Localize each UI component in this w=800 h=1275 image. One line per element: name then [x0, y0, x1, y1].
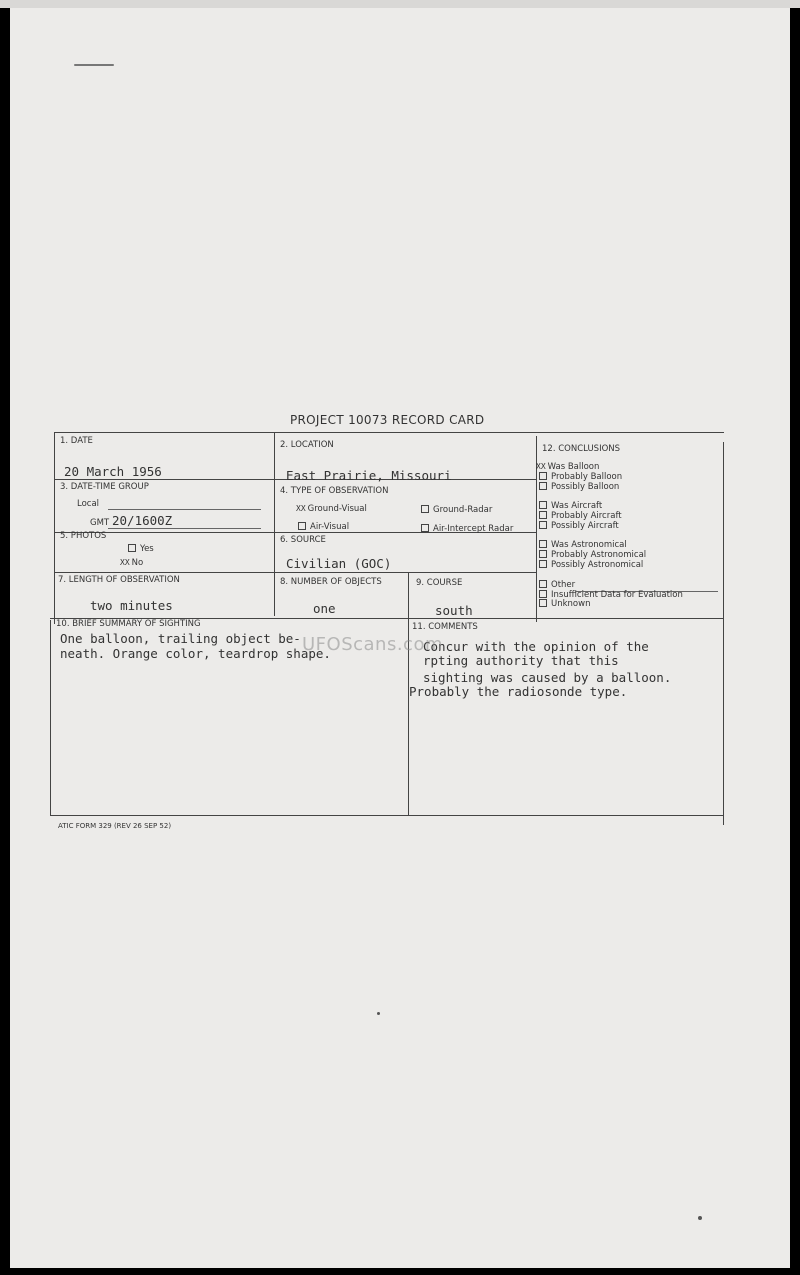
summary-line: One balloon, trailing object be-	[60, 631, 301, 646]
checkbox-icon	[539, 521, 547, 529]
source-label: 6. SOURCE	[280, 535, 326, 545]
source-value: Civilian (GOC)	[286, 556, 392, 571]
course-label: 9. COURSE	[416, 578, 463, 588]
conclusion-was-balloon: XX Was Balloon	[536, 462, 600, 472]
check-mark: XX	[536, 462, 546, 471]
watermark: UFOScans.com	[302, 634, 443, 655]
scan-edge	[0, 0, 800, 8]
checkbox-icon	[298, 522, 306, 530]
dtg-local-underline	[108, 509, 261, 510]
dtg-gmt-label: GMT	[90, 518, 110, 528]
card-border-bottom	[50, 815, 724, 816]
conclusion-item: Unknown	[539, 599, 590, 609]
conclusions-label: 12. CONCLUSIONS	[542, 444, 621, 454]
checkbox-icon	[539, 540, 547, 548]
record-card	[50, 432, 724, 825]
check-mark: XX	[296, 504, 306, 513]
length-value: two minutes	[90, 598, 173, 613]
comments-line: sighting was caused by a balloon.	[423, 670, 672, 685]
card-border-right	[723, 442, 724, 825]
photos-no: XX No	[120, 558, 144, 568]
dtg-local-label: Local	[77, 499, 100, 509]
checkbox-icon	[539, 550, 547, 558]
conclusion-item: Probably Aircraft	[539, 511, 622, 521]
summary-label: 10. BRIEF SUMMARY OF SIGHTING	[56, 619, 201, 629]
scan-speck	[698, 1216, 702, 1220]
type-ground-visual: XX Ground-Visual	[296, 504, 367, 514]
checkbox-icon	[539, 599, 547, 607]
location-label: 2. LOCATION	[280, 440, 334, 450]
checkbox-icon	[539, 482, 547, 490]
comments-line: Probably the radiosonde type.	[409, 684, 628, 699]
comments-label: 11. COMMENTS	[412, 622, 478, 632]
conclusion-item: Possibly Aircraft	[539, 521, 619, 531]
card-border-left-lower	[50, 620, 51, 816]
row-line-3	[54, 572, 536, 573]
conclusion-item: Possibly Balloon	[539, 482, 619, 492]
card-title: PROJECT 10073 RECORD CARD	[290, 413, 485, 427]
checkbox-icon	[128, 544, 136, 552]
conclusion-item: Possibly Astronomical	[539, 560, 643, 570]
conclusion-item: Insufficient Data for Evaluation	[539, 590, 683, 600]
type-label: 4. TYPE OF OBSERVATION	[280, 486, 389, 496]
summary-line: neath. Orange color, teardrop shape.	[60, 646, 331, 661]
objects-label: 8. NUMBER OF OBJECTS	[280, 577, 382, 587]
card-border-left	[54, 432, 55, 624]
divider-date-location	[274, 432, 275, 616]
length-label: 7. LENGTH OF OBSERVATION	[58, 575, 180, 585]
type-ground-radar: Ground-Radar	[421, 505, 492, 515]
scan-speck	[74, 64, 114, 66]
comments-line: rpting authority that this	[423, 653, 619, 668]
form-footer: ATIC FORM 329 (REV 26 SEP 52)	[58, 822, 172, 830]
conclusion-item: Was Aircraft	[539, 501, 602, 511]
checkbox-icon	[539, 501, 547, 509]
dtg-gmt-value: 20/1600Z	[112, 513, 173, 528]
conclusion-item: Probably Balloon	[539, 472, 622, 482]
course-value: south	[435, 603, 473, 618]
photos-yes: Yes	[128, 544, 154, 554]
location-value: East Prairie, Missouri	[286, 468, 452, 483]
date-value: 20 March 1956	[64, 464, 162, 479]
type-air-visual: Air-Visual	[298, 522, 349, 532]
conclusion-item: Probably Astronomical	[539, 550, 646, 560]
type-air-intercept: Air-Intercept Radar	[421, 524, 513, 534]
dtg-gmt-underline	[108, 528, 261, 529]
conclusion-item: Was Astronomical	[539, 540, 627, 550]
checkbox-icon	[539, 472, 547, 480]
conclusion-other: Other	[539, 580, 575, 590]
card-border-top	[54, 432, 724, 433]
checkbox-icon	[539, 590, 547, 598]
photos-label: 5. PHOTOS	[60, 531, 107, 541]
date-label: 1. DATE	[60, 436, 93, 446]
dtg-label: 3. DATE-TIME GROUP	[60, 482, 149, 492]
checkbox-icon	[539, 511, 547, 519]
checkbox-icon	[539, 560, 547, 568]
check-mark: XX	[120, 558, 130, 567]
objects-value: one	[313, 601, 336, 616]
comments-line: Concur with the opinion of the	[423, 639, 649, 654]
scan-speck	[377, 1012, 380, 1015]
checkbox-icon	[539, 580, 547, 588]
checkbox-icon	[421, 524, 429, 532]
checkbox-icon	[421, 505, 429, 513]
